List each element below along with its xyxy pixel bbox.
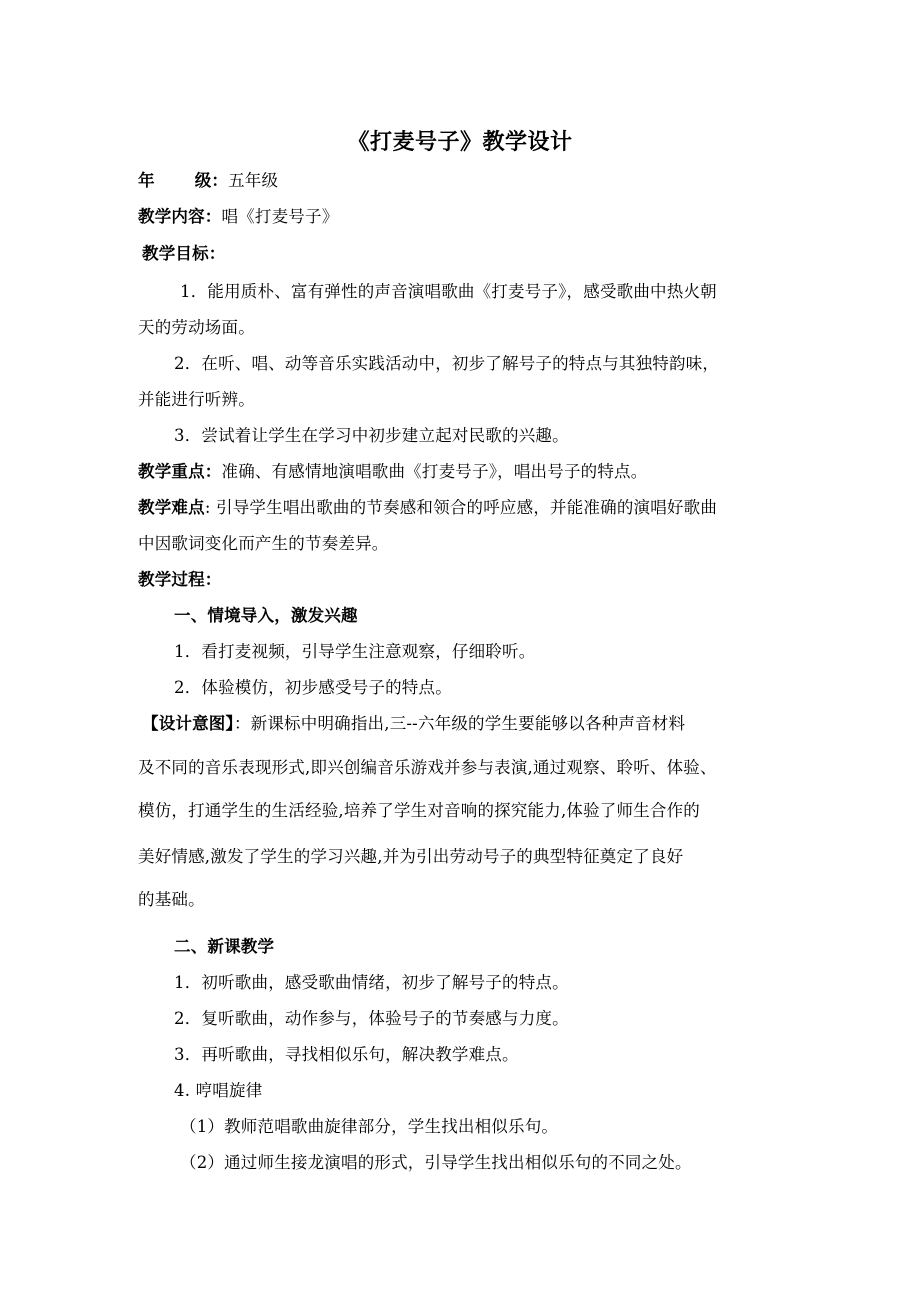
section2-item-1: 1．初听歌曲，感受歌曲情绪，初步了解号子的特点。: [174, 973, 569, 992]
document-title: 《打麦号子》教学设计: [347, 129, 573, 155]
goal-1-line2: 天的劳动场面。: [138, 318, 255, 337]
section2-subitem-2: （2）通过师生接龙演唱的形式，引导学生找出相似乐句的不同之处。: [180, 1153, 692, 1172]
goal-1-line1: 1．能用质朴、富有弹性的声音演唱歌曲《打麦号子》，感受歌曲中热火朝: [180, 282, 717, 301]
section2-item-4: 4. 哼唱旋律: [174, 1081, 263, 1100]
grade-value: 五年级: [228, 171, 279, 190]
difficulty-line1: [138, 497, 717, 519]
grade-label-a: 年: [138, 171, 155, 190]
content-value: 唱《打麦号子》: [221, 207, 339, 226]
goals-heading: 教学目标：: [142, 244, 226, 263]
difficulty-line2: 中因歌词变化而产生的节奏差异。: [138, 534, 389, 553]
key-point-line: [138, 461, 647, 483]
section2-heading: 二、新课教学: [174, 937, 275, 956]
design-intent-line3: 模仿，打通学生的生活经验,培养了学生对音响的探究能力,体验了师生合作的: [138, 801, 700, 820]
content-label: 教学内容：: [138, 207, 222, 226]
difficulty-label: 教学难点: [138, 498, 205, 517]
goal-2-line1: 2．在听、唱、动等音乐实践活动中，初步了解号子的特点与其独特韵味，: [174, 354, 720, 373]
section1-heading: 一、情境导入，激发兴趣: [174, 606, 358, 625]
design-intent-text-1: ：新课标中明确指出,三--六年级的学生要能够以各种声音材料: [233, 714, 686, 733]
grade-label-b: 级：: [194, 171, 229, 190]
section1-item-2: 2．体验模仿，初步感受号子的特点。: [174, 678, 452, 697]
difficulty-value-line1: : 引导学生唱出歌曲的节奏感和领合的呼应感，并能准确的演唱好歌曲: [204, 498, 718, 517]
content-line: [138, 206, 338, 228]
section1-item-1: 1．看打麦视频，引导学生注意观察，仔细聆听。: [174, 642, 536, 661]
section2-item-2: 2．复听歌曲，动作参与，体验号子的节奏感与力度。: [174, 1009, 569, 1028]
key-point-value: 准确、有感情地演唱歌曲《打麦号子》，唱出号子的特点。: [221, 462, 648, 481]
goal-3-line1: 3．尝试着让学生在学习中初步建立起对民歌的兴趣。: [174, 426, 569, 445]
design-intent-line2: 及不同的音乐表现形式,即兴创编音乐游戏并参与表演,通过观察、聆听、体验、: [138, 758, 717, 777]
design-intent-line5: 的基础。: [138, 890, 205, 909]
section2-item-3: 3．再听歌曲，寻找相似乐句，解决教学难点。: [174, 1045, 519, 1064]
design-intent-label: 【设计意图】: [142, 714, 234, 733]
section2-subitem-1: （1）教师范唱歌曲旋律部分，学生找出相似乐句。: [180, 1117, 559, 1136]
goal-2-line2: 并能进行听辨。: [138, 390, 255, 409]
design-intent-line4: 美好情感,激发了学生的学习兴趣,并为引出劳动号子的典型特征奠定了良好: [138, 847, 684, 866]
process-heading: 教学过程：: [138, 570, 222, 589]
key-point-label: 教学重点：: [138, 462, 222, 481]
grade-line: [138, 170, 278, 192]
design-intent-line1: [142, 713, 685, 735]
